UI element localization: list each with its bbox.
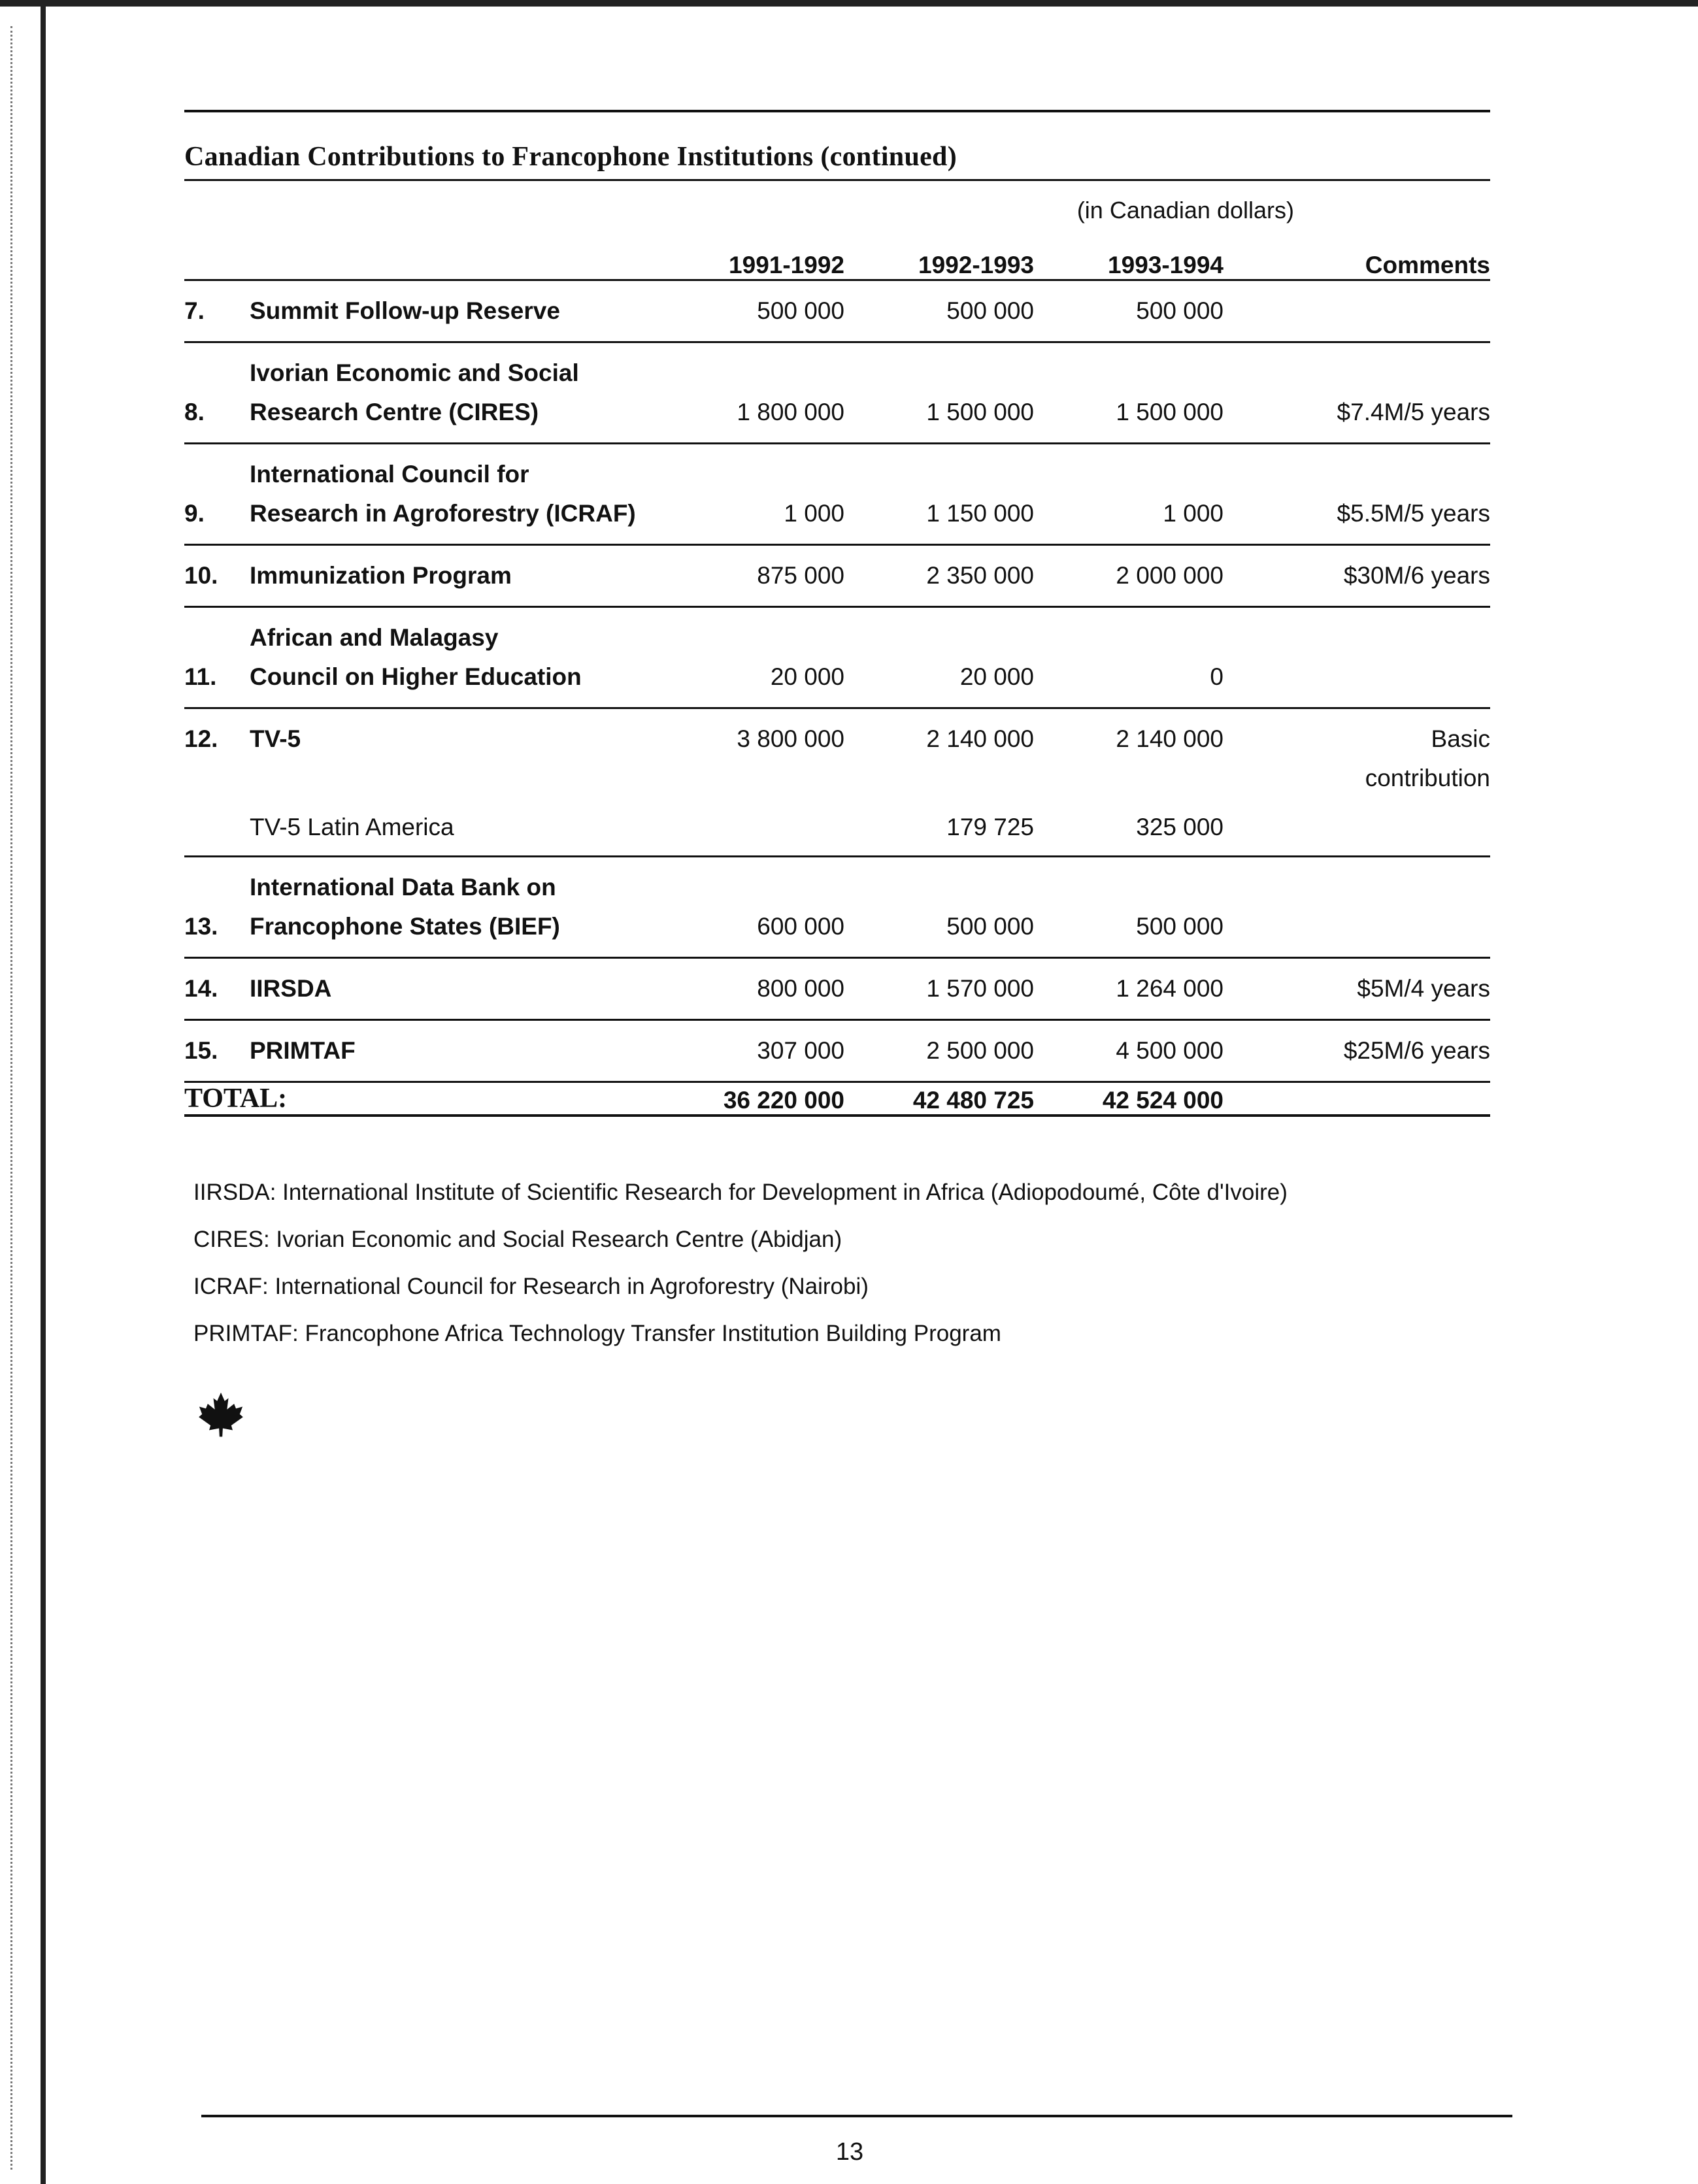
institution-name-line: Francophone States (BIEF) (250, 913, 560, 940)
row-value-1993-1994: 500 000 (1136, 297, 1224, 324)
row-value-1991-1992: 1 800 000 (737, 399, 844, 425)
row-value-1993-1994: 1 264 000 (1116, 975, 1224, 1002)
row-value-1991-1992 (655, 808, 844, 857)
table-row (184, 280, 1490, 342)
row-number: 9. (184, 500, 205, 527)
comment-line: Basic (1431, 725, 1490, 752)
institution-name-line: Summit Follow-up Reserve (250, 297, 560, 324)
row-value-1993-1994: 1 500 000 (1116, 399, 1224, 425)
row-value-1992-1993: 1 500 000 (926, 399, 1034, 425)
row-value-1991-1992: 1 000 (784, 500, 844, 527)
institution-name-line: TV-5 Latin America (250, 814, 454, 840)
row-comment (1224, 857, 1490, 958)
row-value-1992-1993: 1 570 000 (926, 975, 1034, 1002)
unit-note: (in Canadian dollars) (1076, 197, 1294, 223)
row-institution (250, 280, 655, 342)
row-comment: $30M/6 years (1343, 562, 1490, 589)
row-number: 11. (184, 663, 217, 690)
row-value-1992-1993: 1 150 000 (926, 500, 1034, 527)
table-row (184, 1020, 1490, 1082)
institution-name-line: PRIMTAF (250, 1037, 356, 1064)
row-number: 8. (184, 399, 205, 425)
row-value-1992-1993: 500 000 (946, 913, 1034, 940)
row-value-1991-1992: 600 000 (757, 913, 844, 940)
page-left-border (41, 7, 46, 2184)
institution-name-line: Immunization Program (250, 562, 512, 589)
row-value-1993-1994: 2 140 000 (1116, 725, 1224, 752)
row-comment: $7.4M/5 years (1337, 399, 1490, 425)
institution-name-line: TV-5 (250, 725, 301, 752)
document-content (184, 110, 1490, 1357)
table-row (184, 958, 1490, 1020)
table-row (184, 607, 1490, 708)
institution-name-line: International Council for (250, 461, 529, 488)
institution-name-line: Research in Agroforestry (ICRAF) (250, 500, 636, 527)
row-number: 14. (184, 975, 218, 1002)
row-institution (250, 808, 655, 857)
column-header-row (184, 224, 1490, 280)
row-comment (1224, 280, 1490, 342)
total-value-1993-1994: 42 524 000 (1102, 1087, 1224, 1114)
row-number: 7. (184, 297, 205, 324)
footnote-icraf: ICRAF: International Council for Research in Agroforestry (Nairobi) (193, 1274, 869, 1299)
row-value-1992-1993: 20 000 (959, 663, 1034, 690)
table-row (184, 545, 1490, 607)
footnote-iirsda: IIRSDA: International Institute of Scientific Research for Development in Africa (Adiopodoumé, Côte d'Ivoire) (193, 1180, 1288, 1205)
row-institution (250, 444, 655, 545)
row-value-1991-1992: 500 000 (757, 297, 844, 324)
row-institution (250, 1020, 655, 1082)
table-title: Canadian Contributions to Francophone Institutions (continued) (184, 142, 957, 172)
column-header-1991-1992: 1991-1992 (729, 252, 844, 278)
table-row (184, 808, 1490, 857)
column-header-comments: Comments (1365, 252, 1490, 278)
header-num (184, 224, 250, 280)
row-number: 12. (184, 725, 218, 752)
page-edge-perforation (10, 26, 15, 2170)
page-number: 13 (835, 2138, 864, 2166)
page-top-border (0, 0, 1698, 7)
table-row (184, 444, 1490, 545)
row-value-1993-1994: 0 (1210, 663, 1224, 690)
header-name (250, 224, 655, 280)
row-number (184, 808, 250, 857)
total-value-1992-1993: 42 480 725 (912, 1087, 1034, 1114)
row-value-1991-1992: 875 000 (757, 562, 844, 589)
row-value-1993-1994: 500 000 (1136, 913, 1224, 940)
institution-name-line: Research Centre (CIRES) (250, 399, 539, 425)
row-comment (1224, 808, 1490, 857)
column-header-1992-1993: 1992-1993 (918, 252, 1034, 278)
row-value-1993-1994: 325 000 (1136, 814, 1224, 840)
row-comment: $5.5M/5 years (1337, 500, 1490, 527)
contributions-table (184, 181, 1490, 1117)
row-value-1991-1992: 3 800 000 (737, 725, 844, 752)
total-value-1991-1992: 36 220 000 (723, 1087, 844, 1114)
row-value-1992-1993: 2 350 000 (926, 562, 1034, 589)
footnote-cires: CIRES: Ivorian Economic and Social Research Centre (Abidjan) (193, 1227, 842, 1252)
institution-name-line: IIRSDA (250, 975, 332, 1002)
institution-name-line: Ivorian Economic and Social (250, 359, 579, 386)
row-value-1993-1994: 4 500 000 (1116, 1037, 1224, 1064)
row-value-1992-1993: 2 500 000 (926, 1037, 1034, 1064)
row-number: 13. (184, 913, 218, 940)
institution-name-line: African and Malagasy (250, 624, 499, 651)
total-comment (1224, 1082, 1490, 1116)
footnotes (184, 1169, 1490, 1357)
total-label: TOTAL: (184, 1084, 288, 1114)
row-value-1992-1993: 179 725 (946, 814, 1034, 840)
row-institution (250, 708, 655, 809)
comment-line: contribution (1365, 765, 1490, 791)
table-row (184, 342, 1490, 444)
footer-rule (201, 2115, 1512, 2117)
table-row (184, 857, 1490, 958)
row-value-1993-1994: 1 000 (1163, 500, 1224, 527)
row-institution (250, 958, 655, 1020)
row-comment (1224, 607, 1490, 708)
column-header-1993-1994: 1993-1994 (1108, 252, 1224, 278)
row-value-1992-1993: 500 000 (946, 297, 1034, 324)
total-row (184, 1082, 1490, 1116)
row-comment: $5M/4 years (1357, 975, 1490, 1002)
maple-leaf-icon (197, 1391, 244, 1438)
row-value-1992-1993: 2 140 000 (926, 725, 1034, 752)
row-number: 10. (184, 562, 218, 589)
unit-row (184, 181, 1490, 224)
row-number: 15. (184, 1037, 218, 1064)
institution-name-line: International Data Bank on (250, 874, 556, 901)
row-value-1991-1992: 800 000 (757, 975, 844, 1002)
row-institution (250, 342, 655, 444)
row-institution (250, 545, 655, 607)
row-institution (250, 857, 655, 958)
institution-name-line: Council on Higher Education (250, 663, 582, 690)
row-comment: $25M/6 years (1343, 1037, 1490, 1064)
row-comment (1224, 708, 1490, 809)
table-row (184, 708, 1490, 809)
row-value-1993-1994: 2 000 000 (1116, 562, 1224, 589)
footnote-primtaf: PRIMTAF: Francophone Africa Technology Transfer Institution Building Program (193, 1321, 1001, 1346)
row-value-1991-1992: 307 000 (757, 1037, 844, 1064)
row-value-1991-1992: 20 000 (770, 663, 844, 690)
row-institution (250, 607, 655, 708)
